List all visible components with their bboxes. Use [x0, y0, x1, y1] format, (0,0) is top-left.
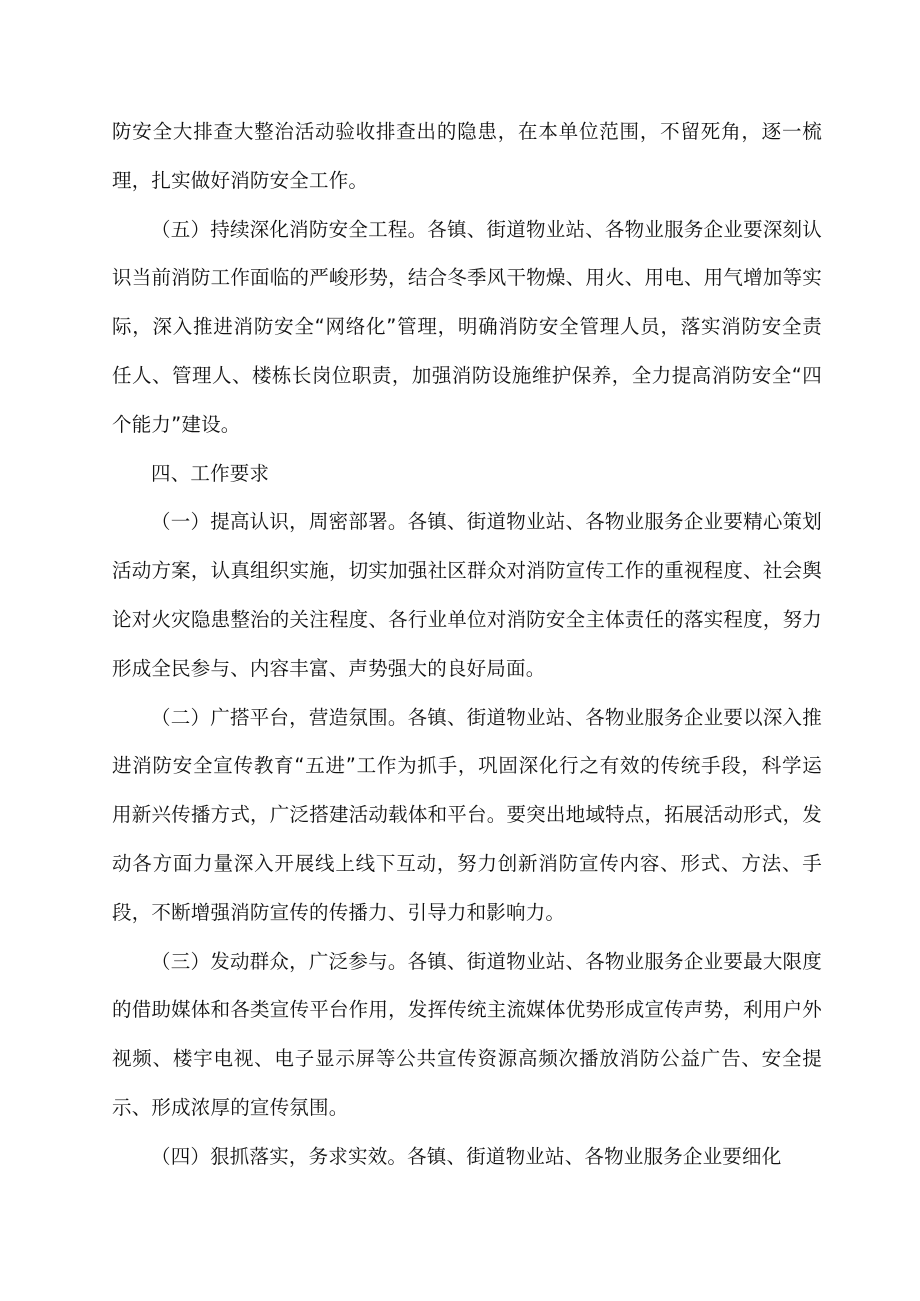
paragraph-requirement-2: （二）广搭平台，营造氛围。各镇、街道物业站、各物业服务企业要以深入推进消防安全宣传教育“五进”工作为抓手，巩固深化行之有效的传统手段，科学运用新兴传播方式，广泛搭建活动载体和平台。要突出地域特点，拓展活动形式，发动各方面力量深入开展线上线下互动，努力创新消防宣传内容、形式、方法、手段，不断增强消防宣传的传播力、引导力和影响力。: [112, 705, 822, 924]
paragraph-requirement-1: （一）提高认识，周密部署。各镇、街道物业站、各物业服务企业要精心策划活动方案，认真组织实施，切实加强社区群众对消防宣传工作的重视程度、社会舆论对火灾隐患整治的关注程度、各行业单位对消防安全主体责任的落实程度，努力形成全民参与、内容丰富、声势强大的良好局面。: [112, 510, 822, 680]
paragraph-requirement-4: （四）狠抓落实，务求实效。各镇、街道物业站、各物业服务企业要细化: [151, 1144, 782, 1168]
paragraph-continuation: 防安全大排查大整治活动验收排查出的隐患，在本单位范围，不留死角，逐一梳理，扎实做好消防安全工作。: [112, 120, 822, 192]
paragraph-item-5: （五）持续深化消防安全工程。各镇、街道物业站、各物业服务企业要深刻认识当前消防工作面临的严峻形势，结合冬季风干物燥、用火、用电、用气增加等实际，深入推进消防安全“网络化”管理，明确消防安全管理人员，落实消防安全责任人、管理人、楼栋长岗位职责，加强消防设施维护保养，全力提高消防安全“四个能力”建设。: [112, 217, 822, 436]
paragraph-requirement-3: （三）发动群众，广泛参与。各镇、街道物业站、各物业服务企业要最大限度的借助媒体和各类宣传平台作用，发挥传统主流媒体优势形成宣传声势，利用户外视频、楼宇电视、电子显示屏等公共宣传资源高频次播放消防公益广告、安全提示、形成浓厚的宣传氛围。: [112, 949, 822, 1119]
section-heading-work-requirements: 四、工作要求: [151, 461, 270, 485]
document-body: [112, 108, 822, 1182]
